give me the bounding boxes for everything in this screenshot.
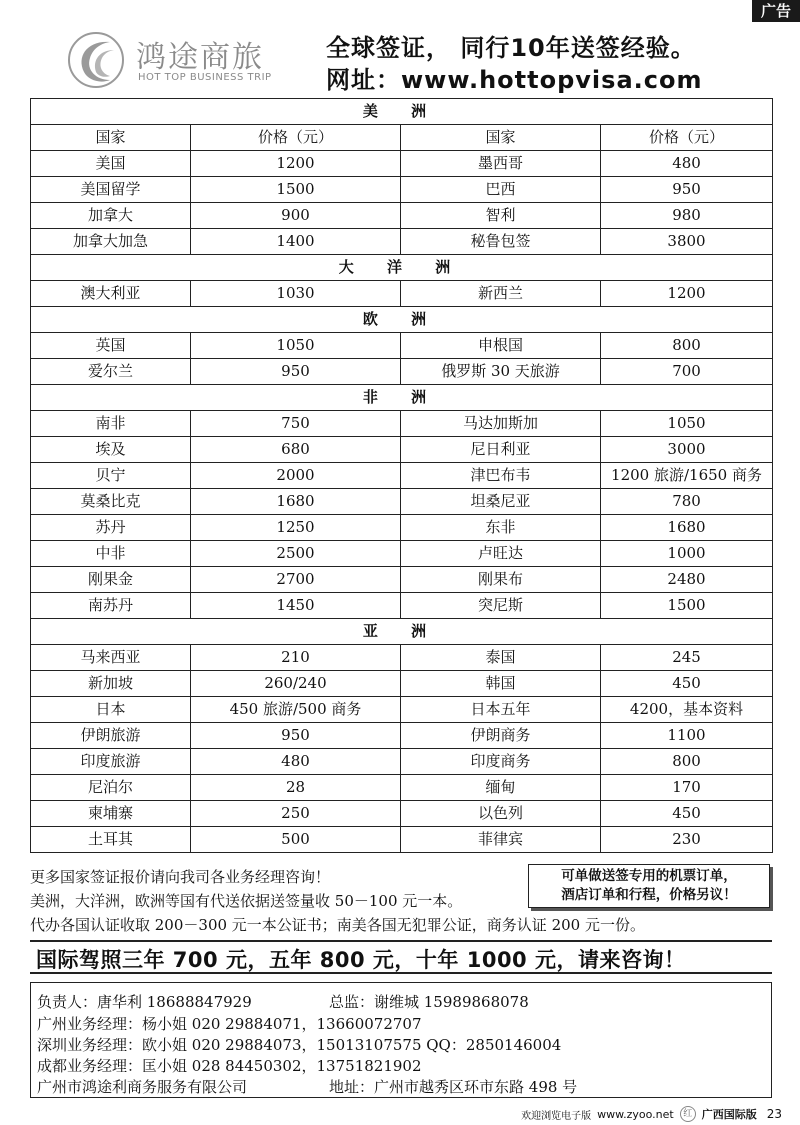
region-name: 美 洲 (31, 99, 773, 125)
price-cell: 750 (191, 411, 401, 437)
country-cell: 巴西 (401, 177, 601, 203)
country-cell: 南苏丹 (31, 593, 191, 619)
ticket-hotel-note-box (528, 864, 770, 908)
price-cell: 700 (601, 359, 773, 385)
swirl-logo-icon (66, 30, 126, 90)
country-cell: 柬埔寨 (31, 801, 191, 827)
country-cell: 韩国 (401, 671, 601, 697)
price-cell: 450 (601, 801, 773, 827)
country-cell: 缅甸 (401, 775, 601, 801)
price-cell: 800 (601, 333, 773, 359)
price-cell: 28 (191, 775, 401, 801)
price-cell: 950 (191, 359, 401, 385)
price-cell: 950 (191, 723, 401, 749)
country-cell: 刚果布 (401, 567, 601, 593)
logo-english-name: HOT TOP BUSINESS TRIP (138, 72, 272, 83)
banner-text: 国际驾照三年 700 元，五年 800 元，十年 1000 元，请来咨询！ (36, 948, 686, 972)
region-header-row (31, 307, 773, 333)
company-name: 广州市鸿途利商务服务有限公司 (37, 1078, 248, 1096)
country-cell: 菲律宾 (401, 827, 601, 853)
table-row (31, 593, 773, 619)
column-header-row (31, 125, 773, 151)
country-cell: 莫桑比克 (31, 489, 191, 515)
country-cell: 马来西亚 (31, 645, 191, 671)
slogan: 全球签证， 同行10年送签经验。 (326, 34, 696, 62)
price-cell: 2700 (191, 567, 401, 593)
page-footer (521, 1106, 782, 1122)
price-cell: 1030 (191, 281, 401, 307)
driving-license-banner (30, 940, 772, 974)
contacts-box (30, 982, 772, 1098)
table-row (31, 541, 773, 567)
price-cell: 1250 (191, 515, 401, 541)
country-cell: 英国 (31, 333, 191, 359)
footer-site-link[interactable]: www.zyoo.net (597, 1107, 674, 1121)
price-cell: 1680 (601, 515, 773, 541)
price-cell: 950 (601, 177, 773, 203)
table-row (31, 333, 773, 359)
country-cell: 伊朗商务 (401, 723, 601, 749)
table-row (31, 775, 773, 801)
country-cell: 尼日利亚 (401, 437, 601, 463)
price-cell: 900 (191, 203, 401, 229)
price-cell: 250 (191, 801, 401, 827)
region-header-row (31, 619, 773, 645)
logo-chinese-name: 鸿途商旅 (136, 40, 264, 75)
page-number: 23 (766, 1107, 782, 1121)
price-cell: 210 (191, 645, 401, 671)
country-cell: 卢旺达 (401, 541, 601, 567)
note-certification: 代办各国认证收取 200－300 元一本公证书；南美各国无犯罪公证，商务认证 200 元一份。 (30, 916, 645, 934)
column-header: 价格（元） (601, 125, 773, 151)
table-row (31, 723, 773, 749)
contact-manager: 负责人：唐华利 18688847929 (37, 993, 252, 1011)
price-cell: 480 (191, 749, 401, 775)
price-cell: 2500 (191, 541, 401, 567)
country-cell: 加拿大加急 (31, 229, 191, 255)
price-cell: 1400 (191, 229, 401, 255)
price-cell: 3800 (601, 229, 773, 255)
region-name: 欧 洲 (31, 307, 773, 333)
column-header: 国家 (31, 125, 191, 151)
region-header-row (31, 255, 773, 281)
table-row (31, 749, 773, 775)
price-cell: 4200，基本资料 (601, 697, 773, 723)
country-cell: 墨西哥 (401, 151, 601, 177)
country-cell: 南非 (31, 411, 191, 437)
table-row (31, 489, 773, 515)
country-cell: 加拿大 (31, 203, 191, 229)
country-cell: 新西兰 (401, 281, 601, 307)
region-header-row (31, 385, 773, 411)
price-cell: 1450 (191, 593, 401, 619)
country-cell: 埃及 (31, 437, 191, 463)
price-cell: 980 (601, 203, 773, 229)
country-cell: 新加坡 (31, 671, 191, 697)
country-cell: 美国留学 (31, 177, 191, 203)
price-cell: 2480 (601, 567, 773, 593)
website-address: 网址：www.hottopvisa.com (326, 66, 703, 94)
table-row (31, 177, 773, 203)
country-cell: 贝宁 (31, 463, 191, 489)
price-cell: 170 (601, 775, 773, 801)
note-box-line-2: 酒店订单和行程，价格另议！ (561, 887, 737, 903)
table-row (31, 437, 773, 463)
price-cell: 1500 (191, 177, 401, 203)
table-row (31, 827, 773, 853)
table-row (31, 697, 773, 723)
table-row (31, 645, 773, 671)
country-cell: 中非 (31, 541, 191, 567)
price-cell: 680 (191, 437, 401, 463)
price-cell: 1200 (601, 281, 773, 307)
table-row (31, 463, 773, 489)
magazine-logo-icon: 红 (680, 1106, 696, 1122)
table-row (31, 411, 773, 437)
price-cell: 1200 旅游/1650 商务 (601, 463, 773, 489)
price-cell: 500 (191, 827, 401, 853)
contact-shenzhen: 深圳业务经理：欧小姐 020 29884073，15013107575 QQ：2850146004 (37, 1036, 562, 1054)
price-cell: 1000 (601, 541, 773, 567)
country-cell: 申根国 (401, 333, 601, 359)
region-name: 亚 洲 (31, 619, 773, 645)
price-cell: 2000 (191, 463, 401, 489)
company-logo (64, 28, 294, 88)
price-cell: 480 (601, 151, 773, 177)
country-cell: 马达加斯加 (401, 411, 601, 437)
price-cell: 780 (601, 489, 773, 515)
note-more-countries: 更多国家签证报价请向我司各业务经理咨询！ (30, 868, 331, 886)
table-row (31, 229, 773, 255)
note-delivery-fee: 美洲，大洋洲，欧洲等国有代送依据送签量收 50－100 元一本。 (30, 892, 463, 910)
country-cell: 以色列 (401, 801, 601, 827)
price-cell: 245 (601, 645, 773, 671)
country-cell: 印度商务 (401, 749, 601, 775)
country-cell: 日本 (31, 697, 191, 723)
country-cell: 津巴布韦 (401, 463, 601, 489)
price-cell: 450 (601, 671, 773, 697)
region-name: 非 洲 (31, 385, 773, 411)
footer-welcome: 欢迎浏览电子版 (521, 1110, 592, 1122)
country-cell: 俄罗斯 30 天旅游 (401, 359, 601, 385)
price-cell: 1050 (191, 333, 401, 359)
table-row (31, 359, 773, 385)
column-header: 价格（元） (191, 125, 401, 151)
price-cell: 260/240 (191, 671, 401, 697)
company-address: 地址：广州市越秀区环市东路 498 号 (329, 1078, 578, 1096)
table-row (31, 281, 773, 307)
region-header-row (31, 99, 773, 125)
country-cell: 坦桑尼亚 (401, 489, 601, 515)
region-name: 大 洋 洲 (31, 255, 773, 281)
price-cell: 450 旅游/500 商务 (191, 697, 401, 723)
price-cell: 1050 (601, 411, 773, 437)
table-row (31, 203, 773, 229)
table-row (31, 671, 773, 697)
country-cell: 日本五年 (401, 697, 601, 723)
table-row (31, 567, 773, 593)
contact-chengdu: 成都业务经理：匡小姐 028 84450302，13751821902 (37, 1057, 422, 1075)
country-cell: 刚果金 (31, 567, 191, 593)
country-cell: 秘鲁包签 (401, 229, 601, 255)
table-row (31, 151, 773, 177)
ad-corner-tab: 广告 (752, 0, 800, 22)
price-cell: 1500 (601, 593, 773, 619)
country-cell: 澳大利亚 (31, 281, 191, 307)
table-row (31, 801, 773, 827)
price-cell: 800 (601, 749, 773, 775)
country-cell: 东非 (401, 515, 601, 541)
column-header: 国家 (401, 125, 601, 151)
price-cell: 3000 (601, 437, 773, 463)
table-row (31, 515, 773, 541)
country-cell: 苏丹 (31, 515, 191, 541)
price-cell: 1200 (191, 151, 401, 177)
contact-supervisor: 总监：谢维城 15989868078 (329, 993, 529, 1011)
footer-brand: 广西国际版 (701, 1108, 757, 1121)
country-cell: 智利 (401, 203, 601, 229)
country-cell: 土耳其 (31, 827, 191, 853)
country-cell: 突尼斯 (401, 593, 601, 619)
price-cell: 230 (601, 827, 773, 853)
price-cell: 1100 (601, 723, 773, 749)
country-cell: 伊朗旅游 (31, 723, 191, 749)
country-cell: 印度旅游 (31, 749, 191, 775)
country-cell: 爱尔兰 (31, 359, 191, 385)
country-cell: 尼泊尔 (31, 775, 191, 801)
ad-header (64, 22, 754, 92)
note-box-line-1: 可单做送签专用的机票订单， (561, 868, 737, 884)
visa-price-table (30, 98, 773, 853)
country-cell: 泰国 (401, 645, 601, 671)
contact-guangzhou: 广州业务经理：杨小姐 020 29884071，13660072707 (37, 1015, 422, 1033)
country-cell: 美国 (31, 151, 191, 177)
price-cell: 1680 (191, 489, 401, 515)
